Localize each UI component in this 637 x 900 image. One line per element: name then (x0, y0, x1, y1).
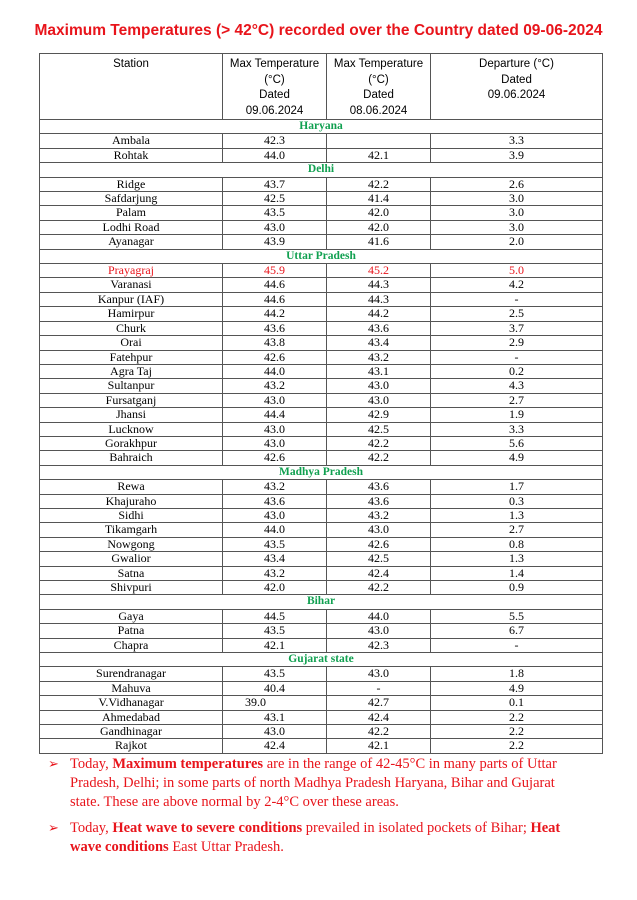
temperature-table (39, 53, 603, 754)
max-temp-0906-cell: 43.5 (223, 667, 327, 681)
max-temp-0806-cell: - (327, 681, 431, 695)
station-cell: Varanasi (40, 278, 223, 292)
max-temp-0806-cell: 42.0 (327, 206, 431, 220)
arrow-bullet-icon: ➢ (48, 821, 59, 836)
station-cell: Shivpuri (40, 581, 223, 595)
station-cell: Ayanagar (40, 235, 223, 249)
table-row (40, 436, 603, 450)
table-row (40, 177, 603, 191)
max-temp-0806-cell: 43.2 (327, 350, 431, 364)
max-temp-0906-cell: 40.4 (223, 681, 327, 695)
max-temp-0906-cell: 42.3 (223, 134, 327, 148)
table-row (40, 508, 603, 522)
departure-cell: 2.7 (431, 523, 603, 537)
max-temp-0806-cell: 43.6 (327, 480, 431, 494)
max-temp-0806-cell: 41.4 (327, 192, 431, 206)
departure-cell: 2.2 (431, 725, 603, 739)
departure-cell: 2.2 (431, 739, 603, 753)
max-temp-0906-cell: 43.0 (223, 393, 327, 407)
table-row (40, 739, 603, 753)
station-cell: Fursatganj (40, 393, 223, 407)
station-cell: Hamirpur (40, 307, 223, 321)
departure-cell: 2.6 (431, 177, 603, 191)
station-cell: Ambala (40, 134, 223, 148)
max-temp-0906-cell: 43.2 (223, 379, 327, 393)
departure-cell: 5.5 (431, 609, 603, 623)
max-temp-0906-cell: 43.2 (223, 480, 327, 494)
station-cell: Chapra (40, 638, 223, 652)
max-temp-0906-cell: 44.0 (223, 523, 327, 537)
departure-cell: 4.2 (431, 278, 603, 292)
table-row (40, 710, 603, 724)
departure-cell: - (431, 638, 603, 652)
station-cell: Surendranagar (40, 667, 223, 681)
station-cell: Jhansi (40, 408, 223, 422)
section-row (40, 595, 603, 609)
station-cell: Bahraich (40, 451, 223, 465)
max-temp-0906-cell: 43.6 (223, 494, 327, 508)
departure-cell: 0.2 (431, 364, 603, 378)
departure-cell: 1.7 (431, 480, 603, 494)
max-temp-0906-cell: 43.9 (223, 235, 327, 249)
table-row (40, 494, 603, 508)
max-temp-0806-cell: 43.0 (327, 393, 431, 407)
station-cell: Lucknow (40, 422, 223, 436)
table-row (40, 681, 603, 695)
max-temp-0806-cell: 41.6 (327, 235, 431, 249)
table-row (40, 480, 603, 494)
table-row (40, 422, 603, 436)
station-cell: Gorakhpur (40, 436, 223, 450)
table-row (40, 192, 603, 206)
max-temp-0806-cell: 42.2 (327, 451, 431, 465)
max-temp-0806-cell: 43.6 (327, 321, 431, 335)
departure-cell: 5.6 (431, 436, 603, 450)
max-temp-0806-cell: 42.0 (327, 220, 431, 234)
max-temp-0806-cell: 42.3 (327, 638, 431, 652)
page-title: Maximum Temperatures (> 42°C) recorded over the Country dated 09-06-2024 (34, 22, 603, 39)
header-departure: Departure (°C) Dated 09.06.2024 (431, 54, 603, 120)
station-cell: Churk (40, 321, 223, 335)
departure-cell: 6.7 (431, 624, 603, 638)
table-row (40, 581, 603, 595)
station-cell: Palam (40, 206, 223, 220)
table-row (40, 350, 603, 364)
table-row (40, 696, 603, 710)
station-cell: Safdarjung (40, 192, 223, 206)
table-row (40, 264, 603, 278)
max-temp-0806-cell: 42.1 (327, 148, 431, 162)
station-cell: Rohtak (40, 148, 223, 162)
table-row (40, 220, 603, 234)
table-row (40, 566, 603, 580)
max-temp-0806-cell: 42.2 (327, 436, 431, 450)
table-row (40, 379, 603, 393)
section-row (40, 465, 603, 479)
departure-cell: 1.9 (431, 408, 603, 422)
max-temp-0806-cell: 42.2 (327, 177, 431, 191)
departure-cell: 0.3 (431, 494, 603, 508)
departure-cell: 3.3 (431, 134, 603, 148)
table-row (40, 638, 603, 652)
station-cell: Sultanpur (40, 379, 223, 393)
station-cell: Agra Taj (40, 364, 223, 378)
section-name: Uttar Pradesh (40, 249, 603, 263)
max-temp-0906-cell: 43.2 (223, 566, 327, 580)
header-max-temp-0806: Max Temperature (°C) Dated 08.06.2024 (327, 54, 431, 120)
departure-cell: 3.0 (431, 206, 603, 220)
table-row (40, 292, 603, 306)
note-max-temperature: ➢ Today, Maximum temperatures are in the range of 42-45°C in many parts of Uttar Pradesh, Delhi; in some parts of north Madhya Pradesh Haryana, Bihar and Gujarat state. These are above normal by 2-4°C over these areas. (48, 756, 557, 810)
table-row (40, 393, 603, 407)
table-row (40, 364, 603, 378)
section-name: Bihar (40, 595, 603, 609)
departure-cell: 0.9 (431, 581, 603, 595)
station-cell: Mahuva (40, 681, 223, 695)
max-temp-0906-cell: 42.6 (223, 350, 327, 364)
note-heat-wave: ➢ Today, Heat wave to severe conditions prevailed in isolated pockets of Bihar; Heat wave conditions East Uttar Pradesh. (48, 820, 561, 855)
table-row (40, 451, 603, 465)
station-cell: Gaya (40, 609, 223, 623)
table-row (40, 148, 603, 162)
max-temp-0906-cell: 43.0 (223, 436, 327, 450)
station-cell: Tikamgarh (40, 523, 223, 537)
departure-cell: 3.0 (431, 192, 603, 206)
table-row (40, 667, 603, 681)
max-temp-0806-cell: 43.4 (327, 336, 431, 350)
departure-cell: - (431, 292, 603, 306)
station-cell: Lodhi Road (40, 220, 223, 234)
station-cell: Gandhinagar (40, 725, 223, 739)
table-row (40, 336, 603, 350)
max-temp-0806-cell: 42.5 (327, 422, 431, 436)
section-name: Gujarat state (40, 653, 603, 667)
max-temp-0806-cell: 42.4 (327, 566, 431, 580)
section-name: Haryana (40, 120, 603, 134)
max-temp-0806-cell: 43.0 (327, 667, 431, 681)
departure-cell: 5.0 (431, 264, 603, 278)
table-row (40, 725, 603, 739)
max-temp-0806-cell: 42.6 (327, 537, 431, 551)
table-row (40, 609, 603, 623)
section-row (40, 120, 603, 134)
station-cell: Rewa (40, 480, 223, 494)
departure-cell: 3.0 (431, 220, 603, 234)
table-row (40, 408, 603, 422)
station-cell: Prayagraj (40, 264, 223, 278)
station-cell: Orai (40, 336, 223, 350)
max-temp-0806-cell: 44.3 (327, 292, 431, 306)
departure-cell: 4.9 (431, 451, 603, 465)
max-temp-0906-cell: 45.9 (223, 264, 327, 278)
max-temp-0906-cell: 42.1 (223, 638, 327, 652)
max-temp-0806-cell: 42.4 (327, 710, 431, 724)
departure-cell: 1.3 (431, 552, 603, 566)
max-temp-0806-cell: 43.6 (327, 494, 431, 508)
station-cell: Ahmedabad (40, 710, 223, 724)
max-temp-0906-cell: 44.6 (223, 292, 327, 306)
departure-cell: 1.8 (431, 667, 603, 681)
notes (48, 755, 588, 864)
max-temp-0806-cell: 43.0 (327, 523, 431, 537)
table-row (40, 624, 603, 638)
max-temp-0806-cell: 43.2 (327, 508, 431, 522)
station-cell: Nowgong (40, 537, 223, 551)
table-header-row (40, 54, 603, 120)
max-temp-0906-cell: 39.0 (223, 696, 327, 710)
max-temp-0806-cell: 42.5 (327, 552, 431, 566)
header-max-temp-0906: Max Temperature (°C) Dated 09.06.2024 (223, 54, 327, 120)
header-station: Station (40, 54, 223, 120)
departure-cell: 4.3 (431, 379, 603, 393)
max-temp-0806-cell: 42.1 (327, 739, 431, 753)
arrow-bullet-icon: ➢ (48, 757, 59, 772)
table-row (40, 523, 603, 537)
max-temp-0906-cell: 43.0 (223, 422, 327, 436)
max-temp-0806-cell: 45.2 (327, 264, 431, 278)
departure-cell: 2.0 (431, 235, 603, 249)
max-temp-0806-cell (327, 134, 431, 148)
station-cell: Rajkot (40, 739, 223, 753)
station-cell: Gwalior (40, 552, 223, 566)
departure-cell: 2.5 (431, 307, 603, 321)
station-cell: Kanpur (IAF) (40, 292, 223, 306)
max-temp-0906-cell: 42.5 (223, 192, 327, 206)
max-temp-0906-cell: 43.5 (223, 624, 327, 638)
max-temp-0906-cell: 43.0 (223, 725, 327, 739)
max-temp-0906-cell: 43.4 (223, 552, 327, 566)
departure-cell: 3.3 (431, 422, 603, 436)
station-cell: Ridge (40, 177, 223, 191)
max-temp-0906-cell: 42.6 (223, 451, 327, 465)
section-row (40, 249, 603, 263)
station-cell: Patna (40, 624, 223, 638)
station-cell: Khajuraho (40, 494, 223, 508)
table-row (40, 321, 603, 335)
max-temp-0906-cell: 43.8 (223, 336, 327, 350)
table-row (40, 206, 603, 220)
max-temp-0806-cell: 44.3 (327, 278, 431, 292)
departure-cell: 2.9 (431, 336, 603, 350)
section-row (40, 163, 603, 177)
table-row (40, 552, 603, 566)
max-temp-0906-cell: 43.1 (223, 710, 327, 724)
departure-cell: 4.9 (431, 681, 603, 695)
max-temp-0906-cell: 43.7 (223, 177, 327, 191)
departure-cell: 3.7 (431, 321, 603, 335)
departure-cell: 1.3 (431, 508, 603, 522)
max-temp-0906-cell: 42.0 (223, 581, 327, 595)
departure-cell: 0.8 (431, 537, 603, 551)
max-temp-0806-cell: 43.1 (327, 364, 431, 378)
departure-cell: 0.1 (431, 696, 603, 710)
section-row (40, 653, 603, 667)
station-cell: Sidhi (40, 508, 223, 522)
max-temp-0806-cell: 42.9 (327, 408, 431, 422)
max-temp-0806-cell: 42.2 (327, 725, 431, 739)
max-temp-0806-cell: 43.0 (327, 624, 431, 638)
section-name: Madhya Pradesh (40, 465, 603, 479)
max-temp-0906-cell: 43.0 (223, 508, 327, 522)
max-temp-0906-cell: 43.5 (223, 206, 327, 220)
max-temp-0906-cell: 42.4 (223, 739, 327, 753)
max-temp-0906-cell: 44.4 (223, 408, 327, 422)
departure-cell: 2.2 (431, 710, 603, 724)
max-temp-0806-cell: 42.2 (327, 581, 431, 595)
max-temp-0906-cell: 44.0 (223, 364, 327, 378)
max-temp-0906-cell: 43.6 (223, 321, 327, 335)
max-temp-0806-cell: 44.2 (327, 307, 431, 321)
departure-cell: 2.7 (431, 393, 603, 407)
departure-cell: 3.9 (431, 148, 603, 162)
departure-cell: - (431, 350, 603, 364)
section-name: Delhi (40, 163, 603, 177)
table-row (40, 307, 603, 321)
max-temp-0906-cell: 43.0 (223, 220, 327, 234)
station-cell: V.Vidhanagar (40, 696, 223, 710)
max-temp-0906-cell: 44.0 (223, 148, 327, 162)
table-row (40, 537, 603, 551)
max-temp-0806-cell: 44.0 (327, 609, 431, 623)
max-temp-0906-cell: 44.5 (223, 609, 327, 623)
max-temp-0806-cell: 43.0 (327, 379, 431, 393)
table-row (40, 134, 603, 148)
max-temp-0906-cell: 44.6 (223, 278, 327, 292)
table-row (40, 278, 603, 292)
max-temp-0906-cell: 44.2 (223, 307, 327, 321)
max-temp-0906-cell: 43.5 (223, 537, 327, 551)
max-temp-0806-cell: 42.7 (327, 696, 431, 710)
departure-cell: 1.4 (431, 566, 603, 580)
station-cell: Fatehpur (40, 350, 223, 364)
table-row (40, 235, 603, 249)
station-cell: Satna (40, 566, 223, 580)
